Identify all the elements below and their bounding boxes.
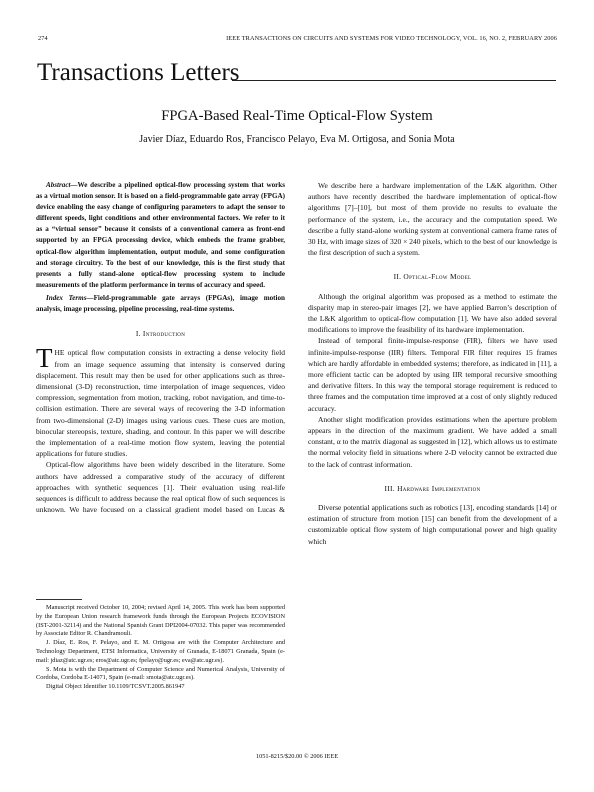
footnote-doi: Digital Object Identifier 10.1109/TCSVT.2005.861947 xyxy=(46,683,185,691)
copyright-footer: 1051-8215/$20.00 © 2006 IEEE xyxy=(255,753,339,760)
footnote-rule xyxy=(36,599,82,600)
index-terms-text: Field-programmable gate arrays (FPGAs), image motion analysis, image processing, pipeline processing, real-time systems. xyxy=(36,293,285,314)
left-column xyxy=(36,180,285,516)
footnote-affiliation-1: J. Díaz, E. Ros, F. Pelayo, and E. M. Ortigosa are with the Computer Architecture and Technology Department, ETSI Informatica, University of Granada, E-18071 Granada, Spain (e-mail: jdiaz@atc.ugr.es; eros@atc.ugr.es; fpelayo@ugr.es; eva@atc.ugr.es). xyxy=(36,639,285,664)
intro-paragraph-3: We describe here a hardware implementation of the L&K algorithm. Other authors have recently described the hardware implementation of optical-flow algorithms [7]–[10], but most of them provide no results to evaluate the performance of the system, i.e., the accuracy and the computation speed. We describe a fully stand-alone working system at conventional camera frame rates of 30 Hz, with image sizes of 320 × 240 pixels, which to the best of our knowledge is the first description of such a system. xyxy=(308,181,557,258)
page-number: 274 xyxy=(38,35,48,42)
title-rule xyxy=(232,80,556,81)
model-paragraph-1: Although the original algorithm was proposed as a method to estimate the disparity map in stereo-pair images [2], we have applied Barron’s description of the L&K algorithm to optical-flow computation [1]. We have also added several modifications to improve the feasibility of its hardware implementation. xyxy=(308,291,557,335)
section-title: Transactions Letters xyxy=(37,59,240,86)
index-terms xyxy=(36,293,285,315)
right-column xyxy=(308,180,557,547)
running-head: IEEE TRANSACTIONS ON CIRCUITS AND SYSTEMS FOR VIDEO TECHNOLOGY, VOL. 16, NO. 2, FEBRUARY 2006 xyxy=(226,35,557,42)
section-heading-optical-flow-model: II. Optical-Flow Model xyxy=(393,272,472,282)
footnotes xyxy=(36,604,285,692)
hardware-paragraph-1: Diverse potential applications such as robotics [13], encoding standards [14] or estimation of structure from motion [15] can benefit from the development of a customizable optical flow system of high computational power and high quality which xyxy=(308,503,557,546)
abstract-text: We describe a pipelined optical-flow processing system that works as a virtual motion sensor. It is based on a field-programmable gate array (FPGA) device enabling the easy change of configuring parameters to adapt the sensor to different speeds, light conditions and other environmental factors. We refer to it as a “virtual sensor” because it consists of a conventional camera as front-end supported by an FPGA processing device, which embeds the frame grabber, optical-flow algorithm implementation, output module, and some configuration and storage circuitry. To the best of our knowledge, this is the first study that presents a fully stand-alone optical-flow processing system to include measurements of the platform performance in terms of accuracy and speed. xyxy=(36,181,285,289)
footnote-affiliation-2: S. Mota is with the Department of Computer Science and Numerical Analysis, University of Cordoba, Cordoba E-14071, Spain (e-mail: smota@atc.ugr.es). xyxy=(36,665,285,682)
model-paragraph-3: Another slight modification provides estimations when the aperture problem appears in the direction of the maximum gradient. We have added a small constant, α to the matrix diagonal as suggested in [12], which allows us to estimate the normal velocity field in situations where 2-D velocity cannot be extracted due to the lack of contrast information. xyxy=(308,414,557,469)
drop-cap: T xyxy=(36,343,53,374)
abstract xyxy=(36,180,285,291)
intro-paragraph-1 xyxy=(36,343,285,459)
author-list: Javier Díaz, Eduardo Ros, Francisco Pelayo, Eva M. Ortigosa, and Sonia Mota xyxy=(139,134,455,145)
intro-paragraph-1-text: HE optical flow computation consists in extracting a dense velocity field from an image sequence assuming that intensity is conserved during displacement. This result may then be used for other applications such as three-dimensional (3-D) reconstruction, time interpolation of image sequences, video compression, segmentation from motion, tracking, robot navigation, and time-to-collision estimation. There are several ways of recovering the 3-D information from two-dimensional (2-D) images using various cues. These cues are motion, binocular stereopsis, texture, shading, and contour. In this paper we will describe the implementation of a real-time motion flow system, leaving the potential applications for future studies. xyxy=(36,348,285,459)
paper-title: FPGA-Based Real-Time Optical-Flow System xyxy=(161,108,433,124)
index-terms-label: Index Terms— xyxy=(46,293,94,302)
abstract-label: Abstract— xyxy=(46,181,78,189)
section-heading-hardware-implementation: III. Hardware Implementation xyxy=(384,483,481,493)
model-paragraph-2: Instead of temporal finite-impulse-response (FIR), filters we have used infinite-impulse-response (IIR) filters. Temporal FIR filter requires 15 frames which are hardly affordable in embedded systems; therefore, as indicated in [11], a more efficient tactic can be adopted by using IIR temporal recursive smoothing and derivative filters. In this way the temporal storage requirement is reduced to three frames and the computation time improved at a cost of only slightly reduced accuracy. xyxy=(308,336,557,413)
intro-paragraph-2: Optical-flow algorithms have been widely described in the literature. Some authors have addressed a comparative study of the accuracy of different approaches with synthetic sequences [1]. Their evaluation using real-life sequences is difficult to address because the real optical flow of such sequences is unknown. We have focused on a classical gradient model based on Lucas & xyxy=(36,460,285,515)
section-heading-introduction: I. Introduction xyxy=(135,329,186,339)
footnote-manuscript: Manuscript received October 10, 2004; revised April 14, 2005. This work has been supported by the European Union research framework funds through the European Projects ECOVISION (IST-2001-32114) and the National Spanish Grant DPI2004-07032. This paper was recommended by Associate Editor R. Chandramouli. xyxy=(36,604,285,638)
